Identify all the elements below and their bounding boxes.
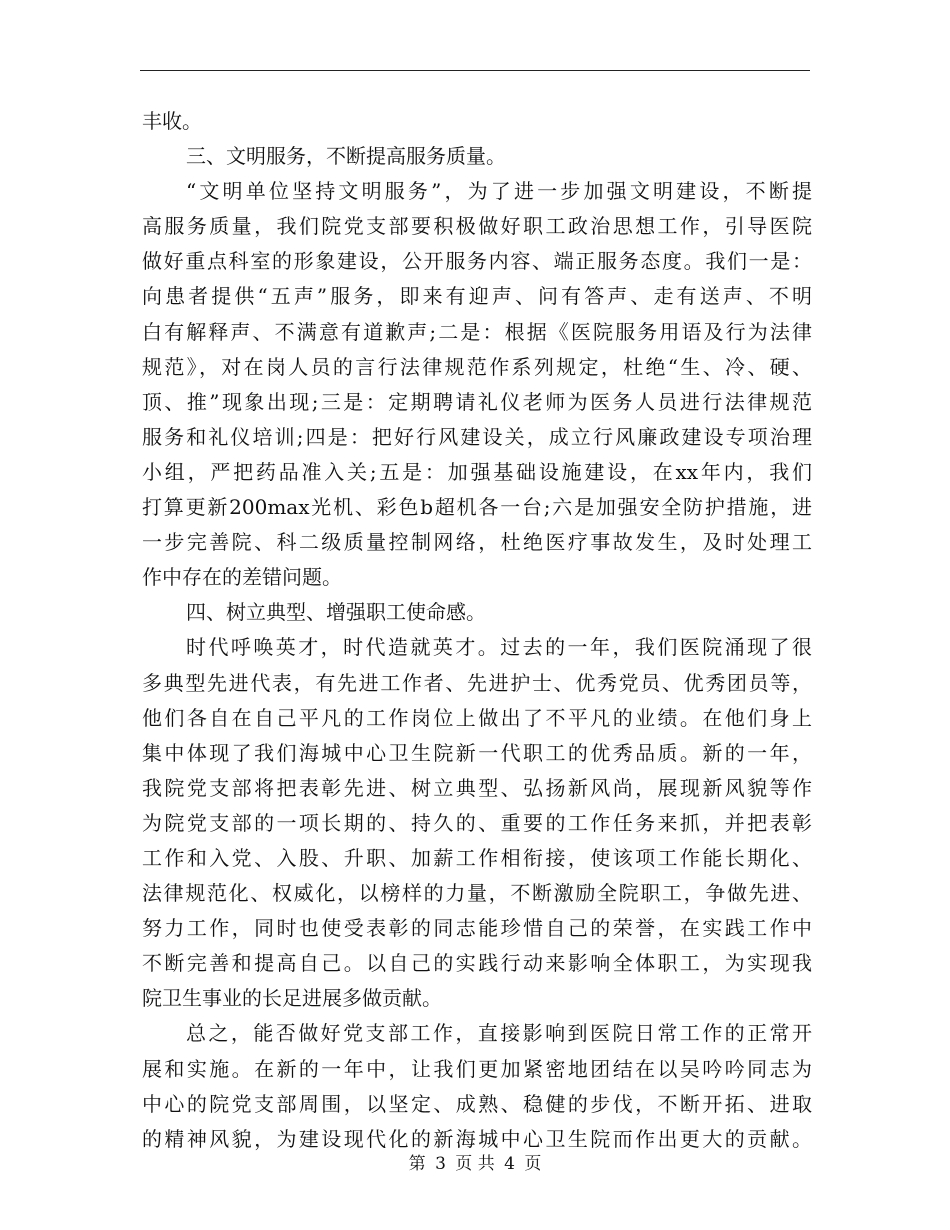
text-line: 工作和入党、入股、升职、加薪工作相衔接，使该项工作能长期化、: [142, 845, 812, 870]
footer-suffix: 页: [524, 1154, 542, 1174]
text-line: 时代呼唤英才，时代造就英才。过去的一年，我们医院涌现了很: [186, 635, 812, 660]
text-line: 丰收。: [142, 109, 202, 133]
text-line: 顶、推”现象出现;三是：定期聘请礼仪老师为医务人员进行法律规范: [142, 389, 812, 414]
text-line: 的精神风貌，为建设现代化的新海城中心卫生院而作出更大的贡献。: [142, 1126, 812, 1151]
text-line: 展和实施。在新的一年中，让我们更加紧密地团结在以吴吟吟同志为: [142, 1056, 812, 1081]
text-line: 努力工作，同时也使受表彰的同志能珍惜自己的荣誉，在实践工作中: [142, 916, 812, 941]
text-line: 服务和礼仪培训;四是：把好行风建设关，成立行风廉政建设专项治理: [142, 424, 812, 449]
text-line: 我院党支部将把表彰先进、树立典型、弘扬新风尚，展现新风貌等作: [142, 775, 812, 800]
text-line: 院卫生事业的长足进展多做贡献。: [142, 986, 442, 1011]
text-line: 不断完善和提高自己。以自己的实践行动来影响全体职工，为实现我: [142, 951, 812, 976]
text-line: 作中存在的差错问题。: [142, 565, 342, 590]
footer-prefix: 第: [408, 1154, 426, 1174]
text-line: 集中体现了我们海城中心卫生院新一代职工的优秀品质。新的一年，: [142, 740, 812, 765]
text-line: 白有解释声、不满意有道歉声;二是：根据《医院服务用语及行为法律: [142, 319, 812, 344]
text-line: 规范》，对在岗人员的言行法律规范作系列规定，杜绝“生、冷、硬、: [142, 354, 812, 379]
text-line: 他们各自在自己平凡的工作岗位上做出了不平凡的业绩。在他们身上: [142, 705, 812, 730]
text-line: 高服务质量，我们院党支部要积极做好职工政治思想工作，引导医院: [142, 214, 812, 239]
text-line: 四、树立典型、增强职工使命感。: [186, 600, 486, 625]
text-line: 多典型先进代表，有先进工作者、先进护士、优秀党员、优秀团员等，: [142, 670, 812, 695]
header-rule: [140, 70, 810, 71]
text-line: 三、文明服务，不断提高服务质量。: [186, 144, 506, 169]
footer-current-page: 3: [435, 1154, 446, 1174]
text-line: 中心的院党支部周围，以坚定、成熟、稳健的步伐，不断开拓、进取: [142, 1091, 812, 1116]
text-line: “文明单位坚持文明服务”，为了进一步加强文明建设，不断提: [186, 179, 812, 204]
text-line: 向患者提供“五声”服务，即来有迎声、问有答声、走有送声、不明: [142, 284, 812, 309]
text-line: 小组，严把药品准入关;五是：加强基础设施建设，在xx年内，我们: [142, 459, 812, 484]
footer-middle: 页 共: [455, 1154, 495, 1174]
document-body: [142, 104, 812, 1157]
text-line: 为院党支部的一项长期的、持久的、重要的工作任务来抓，并把表彰: [142, 810, 812, 835]
page-footer: [0, 1152, 950, 1176]
footer-total-pages: 4: [504, 1154, 515, 1174]
text-line: 打算更新200max光机、彩色b超机各一台;六是加强安全防护措施，进: [142, 495, 812, 520]
text-line: 一步完善院、科二级质量控制网络，杜绝医疗事故发生，及时处理工: [142, 530, 812, 555]
text-line: 法律规范化、权威化，以榜样的力量，不断激励全院职工，争做先进、: [142, 881, 812, 906]
text-line: 做好重点科室的形象建设，公开服务内容、端正服务态度。我们一是：: [142, 249, 812, 274]
text-line: 总之，能否做好党支部工作，直接影响到医院日常工作的正常开: [186, 1021, 812, 1046]
